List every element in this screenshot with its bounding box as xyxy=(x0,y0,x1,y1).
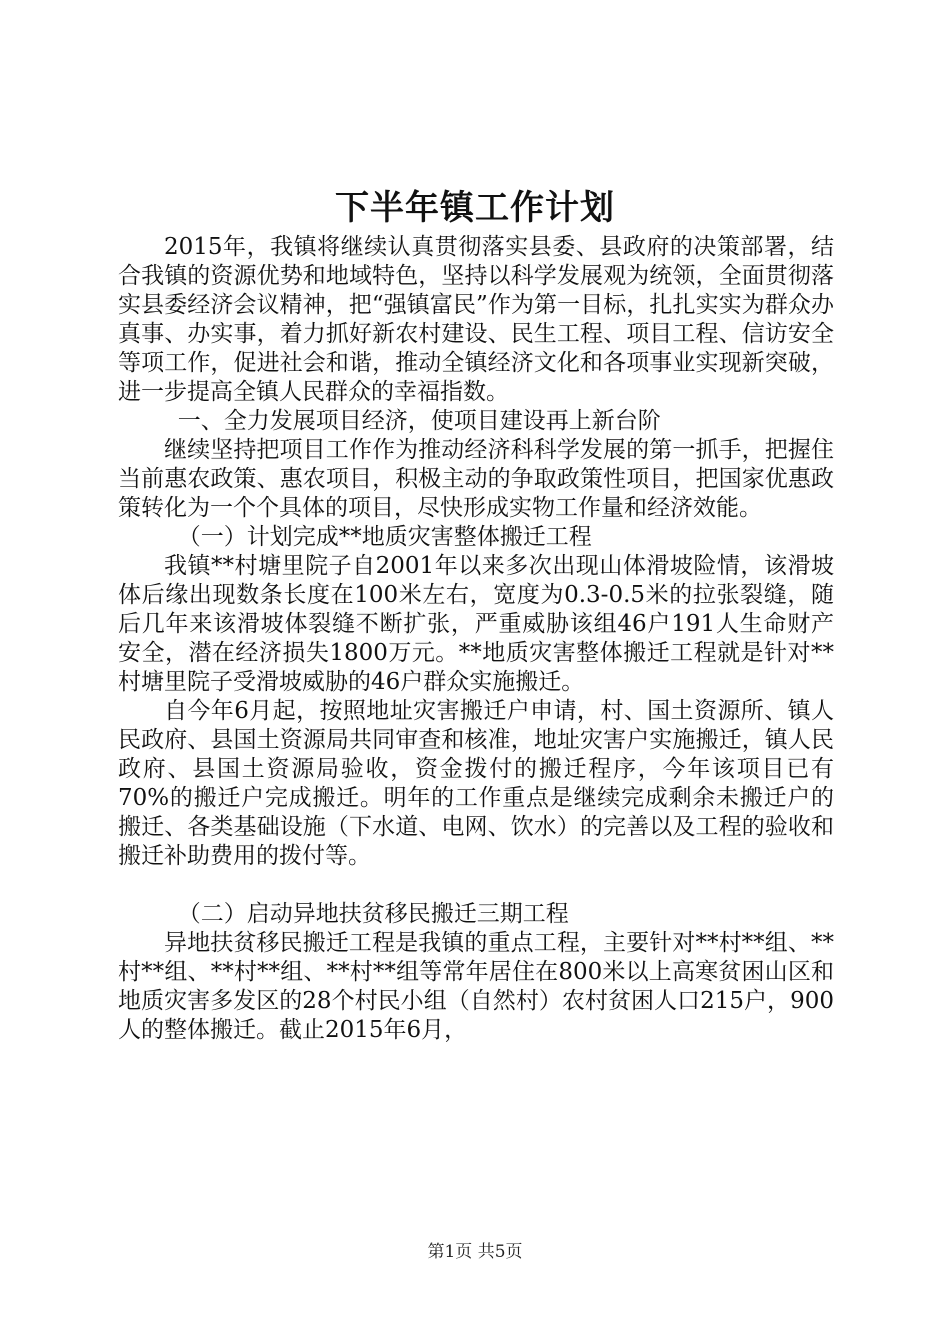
paragraph-relocation-process: 自今年6月起，按照地址灾害搬迁户申请，村、国土资源所、镇人民政府、县国土资源局共同审查和核准，地址灾害户实施搬迁，镇人民政府、县国土资源局验收，资金拨付的搬迁程序，今年该项目已有70%的搬迁户完成搬迁。明年的工作重点是继续完成剩余未搬迁户的搬迁、各类基础设施（下水道、电网、饮水）的完善以及工程的验收和搬迁补助费用的拨付等。 xyxy=(118,698,834,869)
document-title: 下半年镇工作计划 xyxy=(335,188,615,228)
paragraph-intro: 2015年，我镇将继续认真贯彻落实县委、县政府的决策部署，结合我镇的资源优势和地域特色，坚持以科学发展观为统领，全面贯彻落实县委经济会议精神，把“强镇富民”作为第一目标，扎扎实实为群众办真事、办实事，着力抓好新农村建设、民生工程、项目工程、信访安全等项工作，促进社会和谐，推动全镇经济文化和各项事业实现新突破，进一步提高全镇人民群众的幸福指数。 xyxy=(118,234,834,405)
paragraph-poverty-relocation: 异地扶贫移民搬迁工程是我镇的重点工程，主要针对**村**组、**村**组、**村**组、**村**组等常年居住在800米以上高寒贫困山区和地质灾害多发区的28个村民小组（自然村）农村贫困人口215户，900人的整体搬迁。截止2015年6月， xyxy=(118,930,835,1043)
section-heading-1: 一、全力发展项目经济，使项目建设再上新台阶 xyxy=(177,408,661,434)
subsection-heading-1: （一）计划完成**地质灾害整体搬迁工程 xyxy=(177,524,592,550)
subsection-heading-2: （二）启动异地扶贫移民搬迁三期工程 xyxy=(177,901,569,927)
paragraph-landslide: 我镇**村塘里院子自2001年以来多次出现山体滑坡险情，该滑坡体后缘出现数条长度在100米左右，宽度为0.3-0.5米的拉张裂缝，随后几年来该滑坡体裂缝不断扩张，严重威胁该组46户191人生命财产安全，潜在经济损失1800万元。**地质灾害整体搬迁工程就是针对**村塘里院子受滑坡威胁的46户群众实施搬迁。 xyxy=(118,553,834,695)
paragraph-project-work: 继续坚持把项目工作作为推动经济科科学发展的第一抓手，把握住当前惠农政策、惠农项目，积极主动的争取政策性项目，把国家优惠政策转化为一个个具体的项目，尽快形成实物工作量和经济效能。 xyxy=(118,437,834,521)
page-number: 第1页 共5页 xyxy=(427,1242,523,1262)
document-body xyxy=(118,233,834,1045)
